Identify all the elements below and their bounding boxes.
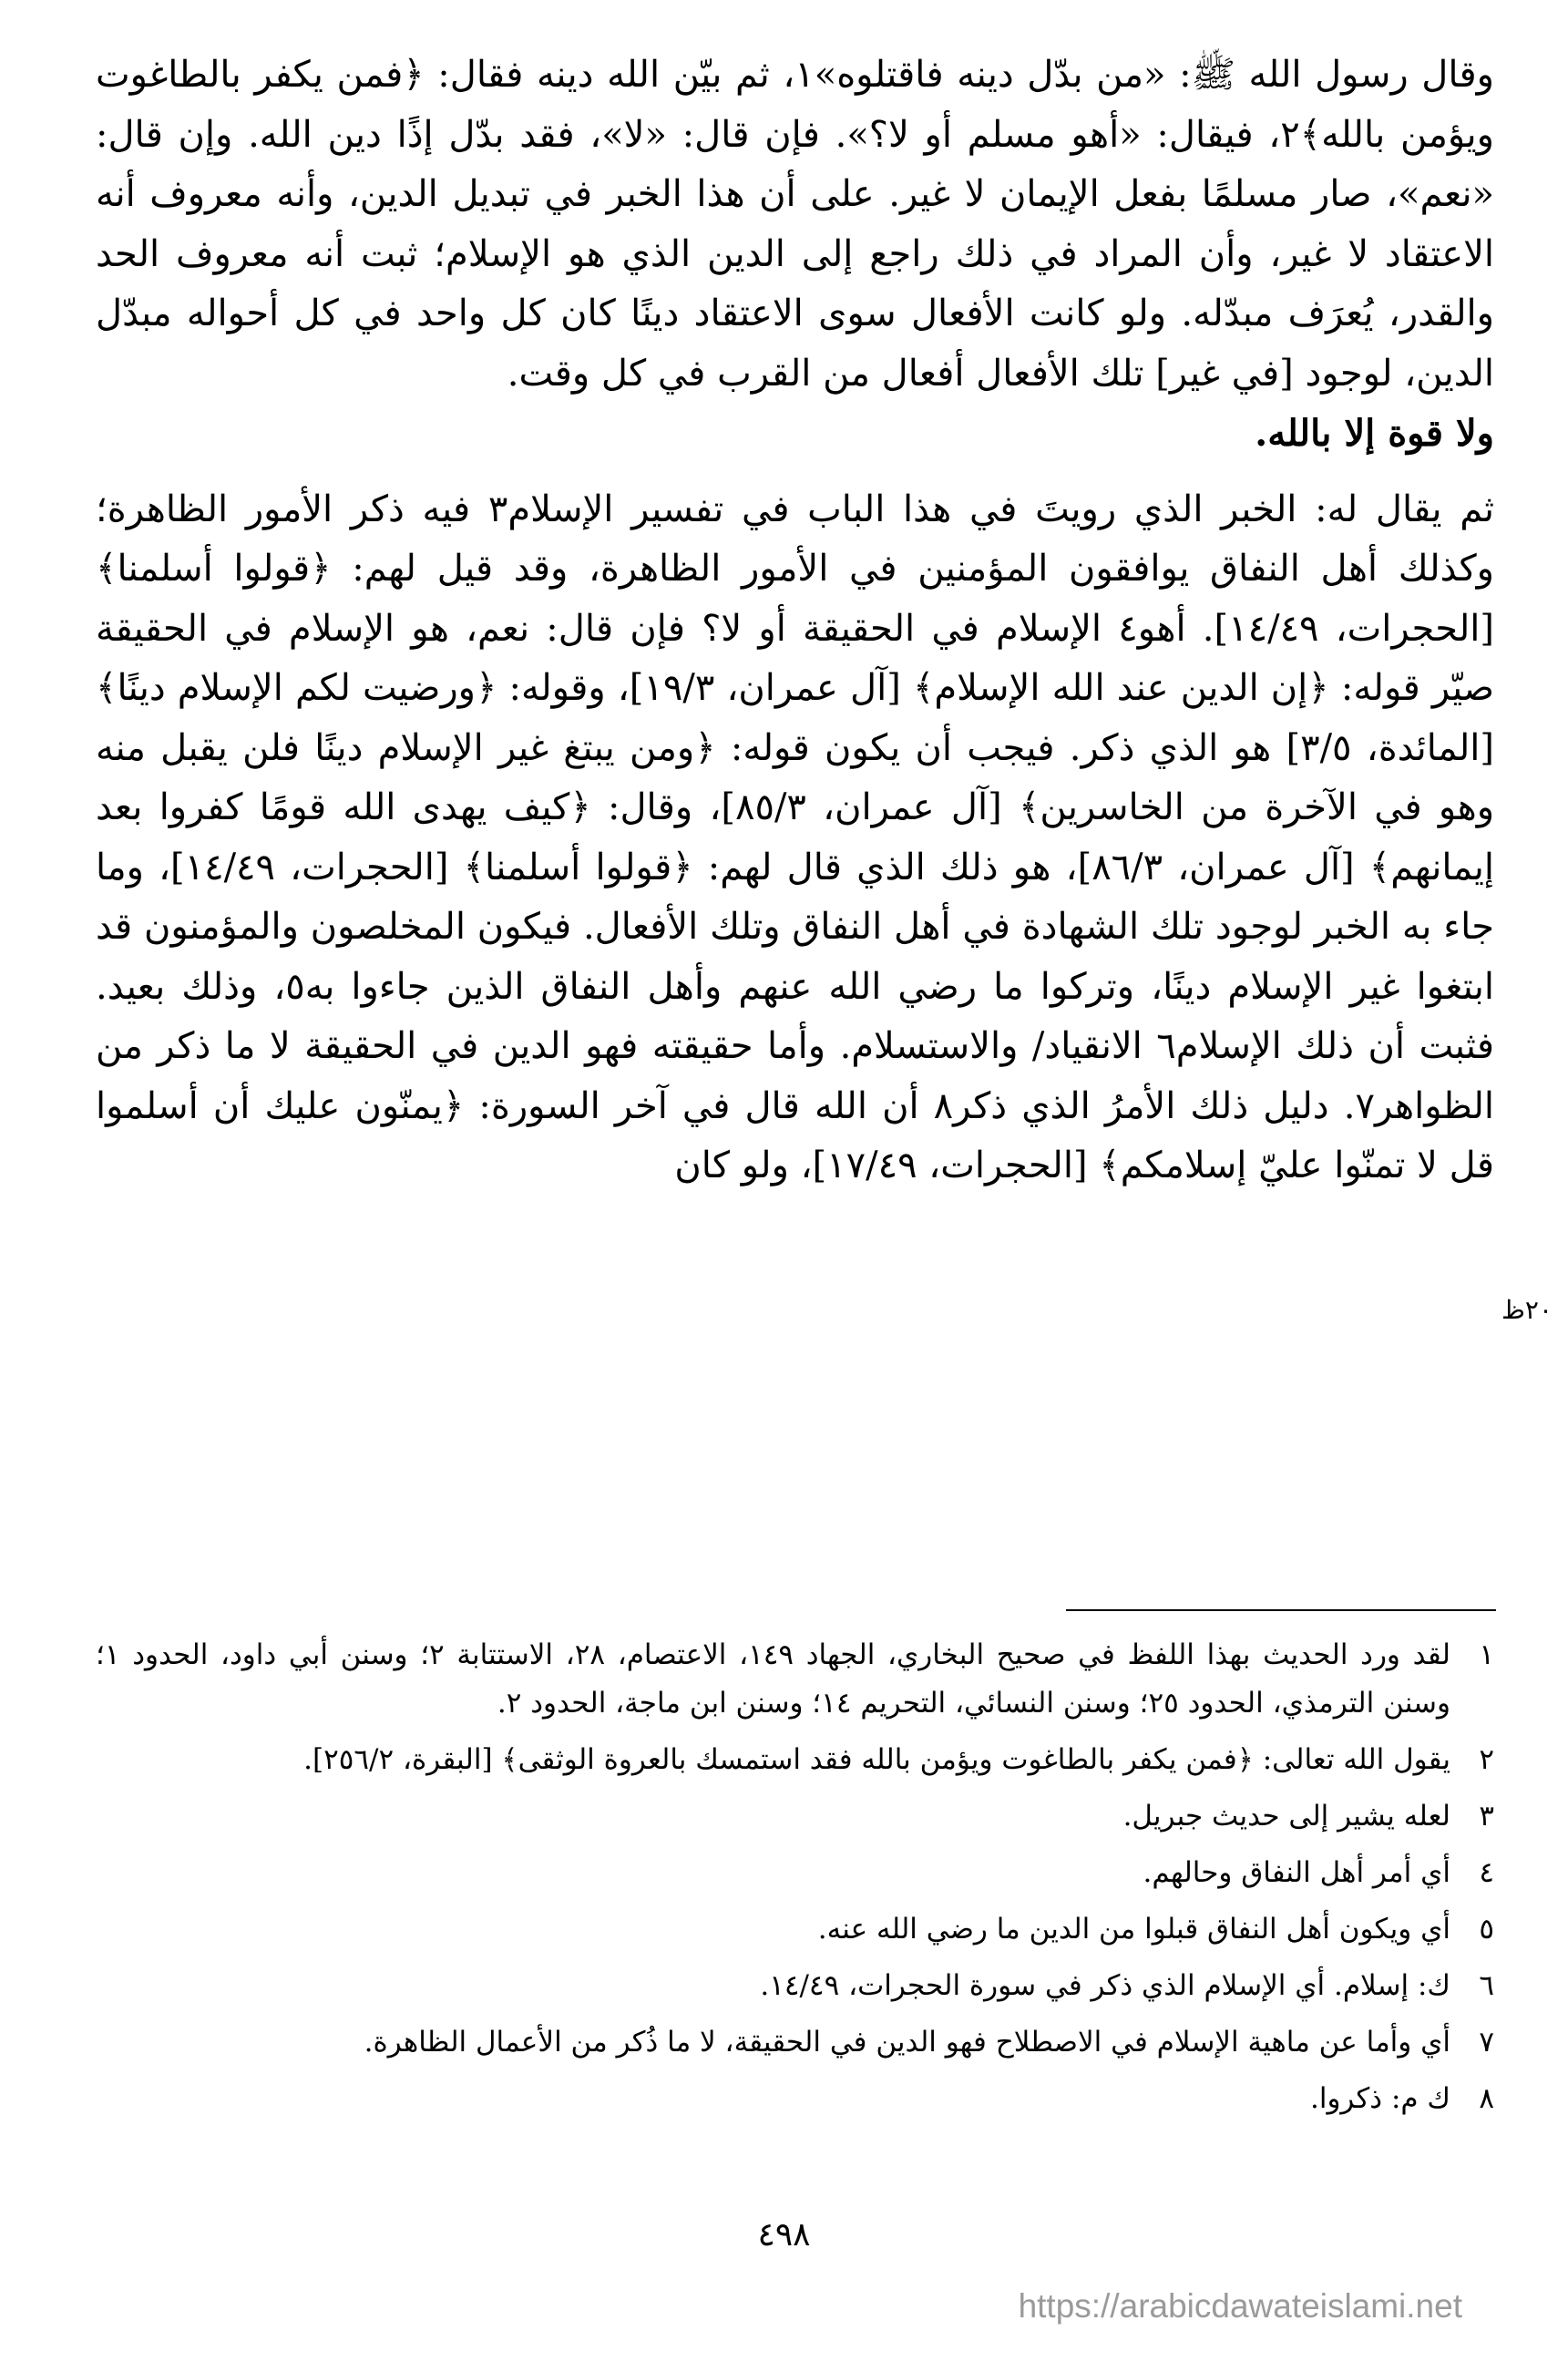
footnote-number: ٢ bbox=[1479, 1743, 1494, 1776]
folio-margin-note: ٢٠ظ bbox=[1501, 1295, 1553, 1325]
footnote-text: ك م: ذكروا. bbox=[1309, 2082, 1450, 2115]
footnote-text: أي وأما عن ماهية الإسلام في الاصطلاح فهو الدين في الحقيقة، لا ما ذُكر من الأعمال الظاهرة. bbox=[364, 2026, 1450, 2059]
footnote-text: يقول الله تعالى: ﴿فمن يكفر بالطاغوت ويؤمن بالله فقد استمسك بالعروة الوثقى﴾ [البقرة، ٢٥٦/٢]. bbox=[303, 1743, 1450, 1776]
footnote-item bbox=[96, 1736, 1494, 1784]
footnote-text: ك: إسلام. أي الإسلام الذي ذكر في سورة الحجرات، ١٤/٤٩. bbox=[760, 1969, 1450, 2002]
footnote-item bbox=[96, 1849, 1494, 1897]
footnote-number: ٥ bbox=[1479, 1913, 1494, 1946]
footnote-item bbox=[96, 1792, 1494, 1841]
footnote-text: لعله يشير إلى حديث جبريل. bbox=[1122, 1800, 1450, 1833]
paragraph-3: ثم يقال له: الخبر الذي رويتَ في هذا الباب في تفسير الإسلام٣ فيه ذكر الأمور الظاهرة؛ وكذلك أهل النفاق يوافقون المؤمنين في الأمور الظاهرة، وقد قيل لهم: ﴿قولوا أسلمنا﴾ [الحجرات، ١٤/٤٩]. أهو٤ الإسلام في الحقيقة أو لا؟ فإن قال: نعم، هو الإسلام في الحقيقة صيّر قوله: ﴿إن الدين عند الله الإسلام﴾ [آل عمران، ١٩/٣]، وقوله: ﴿ورضيت لكم الإسلام دينًا﴾ [المائدة، ٣/٥] هو الذي ذكر. فيجب أن يكون قوله: ﴿ومن يبتغ غير الإسلام دينًا فلن يقبل منه وهو في الآخرة من الخاسرين﴾ [آل عمران، ٨٥/٣]، وقال: ﴿كيف يهدى الله قومًا كفروا بعد إيمانهم﴾ [آل عمران، ٨٦/٣]، هو ذلك الذي قال لهم: ﴿قولوا أسلمنا﴾ [الحجرات، ١٤/٤٩]، وما جاء به الخبر لوجود تلك الشهادة في أهل النفاق وتلك الأفعال. فيكون المخلصون والمؤمنون قد ابتغوا غير الإسلام دينًا، وتركوا ما رضي الله عنهم وأهل النفاق الذين جاءوا به٥، وذلك بعيد. فثبت أن ذلك الإسلام٦ الانقياد/ والاستسلام. وأما حقيقته فهو الدين في الحقيقة لا ما ذكر من الظواهر٧. دليل ذلك الأمرُ الذي ذكر٨ أن الله قال في آخر السورة: ﴿يمنّون عليك أن أسلموا قل لا تمنّوا عليّ إسلامكم﴾ [الحجرات، ١٧/٤٩]، ولو كان bbox=[96, 488, 1495, 1186]
paragraph-2: ولا قوة إلا بالله. bbox=[1255, 412, 1494, 455]
footnote-number: ١ bbox=[1479, 1638, 1494, 1671]
watermark-url: https://arabicdawateislami.net bbox=[1018, 2287, 1462, 2325]
footnote-text: لقد ورد الحديث بهذا اللفظ في صحيح البخاري، الجهاد ١٤٩، الاعتصام، ٢٨، الاستتابة ٢؛ وسنن أبي داود، الحدود ١؛ وسنن الترمذي، الحدود ٢٥؛ وسنن النسائي، التحريم ١٤؛ وسنن ابن ماجة، الحدود ٢. bbox=[96, 1638, 1450, 1720]
footnote-item bbox=[96, 2075, 1494, 2123]
paragraph-1: وقال رسول الله ﷺ: «من بدّل دينه فاقتلوه»١، ثم بيّن الله دينه فقال: ﴿فمن يكفر بالطاغوت ويؤمن بالله﴾٢، فيقال: «أهو مسلم أو لا؟». فإن قال: «لا»، فقد بدّل إذًا دين الله. وإن قال: «نعم»، صار مسلمًا بفعل الإيمان لا غير. على أن هذا الخبر في تبديل الدين، وأنه معروف أنه الاعتقاد لا غير، وأن المراد في ذلك راجع إلى الدين الذي هو الإسلام؛ ثبت أنه معروف الحد والقدر، يُعرَف مبدّله. ولو كانت الأفعال سوى الاعتقاد دينًا كان كل واحد في كل أحواله مبدّل الدين، لوجود [في غير] تلك الأفعال أفعال من القرب في كل وقت. bbox=[96, 54, 1494, 395]
footnote-number: ٨ bbox=[1479, 2082, 1494, 2115]
footnote-item bbox=[96, 2018, 1494, 2067]
page-number: ٤٩٨ bbox=[757, 2216, 811, 2254]
footnote-text: أي أمر أهل النفاق وحالهم. bbox=[1143, 1856, 1450, 1889]
footnote-number: ٦ bbox=[1479, 1969, 1494, 2002]
main-text bbox=[96, 46, 1494, 1196]
footnote-item bbox=[96, 1962, 1494, 2010]
footnote-divider bbox=[1066, 1609, 1496, 1611]
footnotes bbox=[96, 1631, 1494, 2131]
footnote-number: ٤ bbox=[1479, 1856, 1494, 1889]
footnote-item bbox=[96, 1631, 1494, 1728]
footnote-number: ٧ bbox=[1479, 2026, 1494, 2059]
footnote-text: أي ويكون أهل النفاق قبلوا من الدين ما رضي الله عنه. bbox=[817, 1913, 1450, 1946]
footnote-item bbox=[96, 1905, 1494, 1954]
footnote-number: ٣ bbox=[1479, 1800, 1494, 1833]
